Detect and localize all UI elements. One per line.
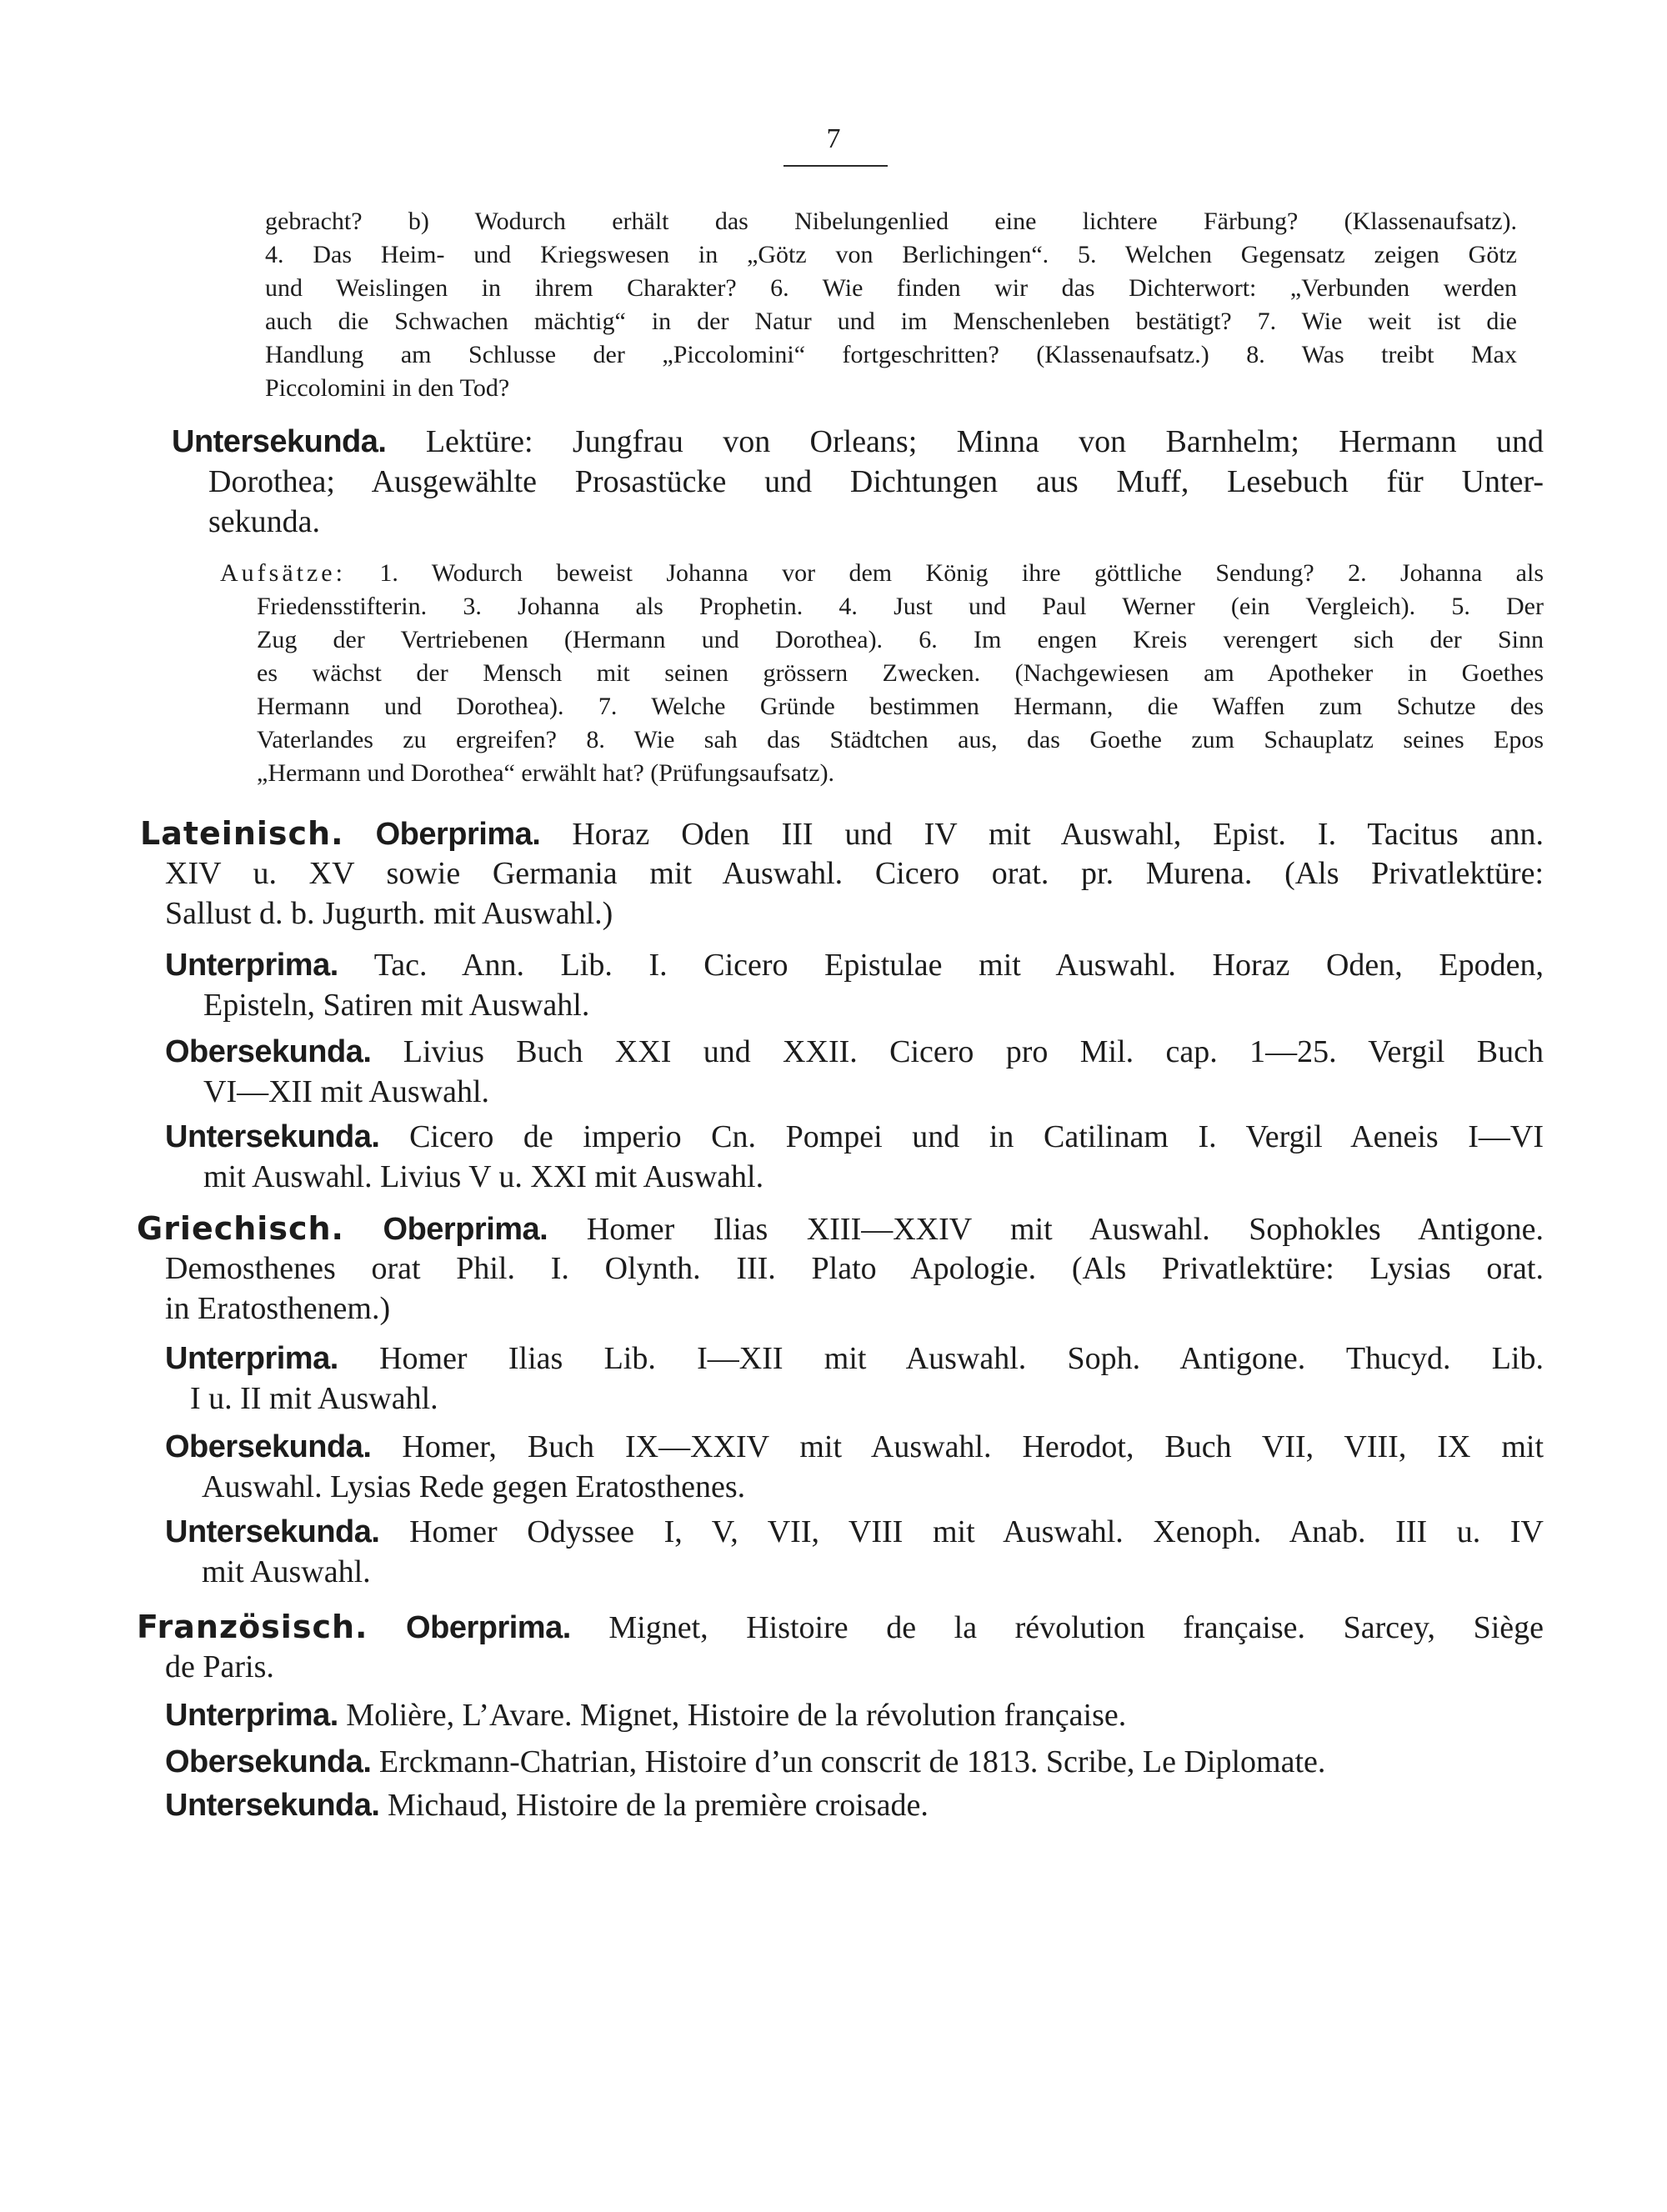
text-line: Vaterlandes zu ergreifen? 8. Wie sah das Städtchen aus, das Goethe zum Schauplatz seines Epos (257, 726, 1544, 753)
class-label-oberprima: Oberprima. (375, 817, 541, 852)
reading-list: Homer Ilias XIII—XXIV mit Auswahl. Sophokles Antigone. (586, 1212, 1544, 1247)
latein-untersekunda-entry (165, 1117, 1544, 1157)
subject-heading-lateinisch: Lateinisch. (140, 815, 344, 852)
text-line: Dorothea; Ausgewählte Prosastücke und Dichtungen aus Muff, Lesebuch für Unter- (208, 464, 1544, 499)
aufsaetze-paragraph (220, 557, 1544, 590)
class-label-oberprima: Oberprima. (383, 1212, 548, 1247)
text-line: Hermann und Dorothea). 7. Welche Gründe bestimmen Hermann, die Waffen zum Schutze des (257, 693, 1544, 720)
reading-list: Tac. Ann. Lib. I. Cicero Epistulae mit Auswahl. Horaz Oden, Epoden, (373, 948, 1544, 983)
class-label-untersekunda: Untersekunda. (165, 1119, 380, 1154)
class-label-untersekunda: Untersekunda. (165, 1514, 380, 1549)
latein-obersekunda-entry (165, 1032, 1544, 1072)
class-label-obersekunda: Obersekunda. (165, 1429, 372, 1464)
class-label-unterprima: Unterprima. (165, 1341, 338, 1376)
class-label-untersekunda: Untersekunda. (172, 424, 387, 459)
text-line: VI—XII mit Auswahl. (203, 1074, 490, 1109)
griechisch-obersekunda-continuation (202, 1467, 1544, 1507)
aufsaetze-continuation (257, 590, 1544, 790)
text-line: sekunda. (208, 504, 321, 539)
reading-list: Homer, Buch IX—XXIV mit Auswahl. Herodot, Buch VII, VIII, IX mit (402, 1429, 1544, 1464)
franzoesisch-oberprima-continuation (165, 1647, 1544, 1687)
intro-paragraph (265, 205, 1517, 405)
text-line: 4. Das Heim- und Kriegswesen in „Götz von Berlichingen“. 5. Welchen Gegensatz zeigen Götz (265, 241, 1517, 268)
text-line: in Eratosthenem.) (165, 1291, 391, 1326)
text-line: es wächst der Mensch mit seinen grössern Zwecken. (Nachgewiesen am Apotheker in Goethes (257, 659, 1544, 687)
reading-list: Cicero de imperio Cn. Pompei und in Catilinam I. Vergil Aeneis I—VI (409, 1119, 1544, 1154)
deutsch-untersekunda-entry (172, 422, 1544, 462)
text-line: Sallust d. b. Jugurth. mit Auswahl.) (165, 896, 613, 931)
deutsch-untersekunda-continuation (208, 462, 1544, 542)
text-line: gebracht? b) Wodurch erhält das Nibelungenlied eine lichtere Färbung? (Klassenaufsatz). (265, 208, 1517, 235)
class-label-obersekunda: Obersekunda. (165, 1034, 372, 1069)
griechisch-untersekunda-entry (165, 1512, 1544, 1552)
text-line: und Weislingen in ihrem Charakter? 6. Wie finden wir das Dichterwort: „Verbunden werden (265, 274, 1517, 302)
text-line: „Hermann und Dorothea“ erwählt hat? (Prüfungsaufsatz). (257, 759, 835, 787)
reading-list: Lektüre: Jungfrau von Orleans; Minna von Barnhelm; Hermann und (425, 424, 1544, 459)
text-line: 1. Wodurch beweist Johanna vor dem König ihre göttliche Sendung? 2. Johanna als (379, 559, 1544, 587)
text-line: Zug der Vertriebenen (Hermann und Dorothea). 6. Im engen Kreis verengert sich der Sinn (257, 626, 1544, 653)
text-line: XIV u. XV sowie Germania mit Auswahl. Cicero orat. pr. Murena. (Als Privatlektüre: (165, 856, 1544, 891)
griechisch-unterprima-entry (165, 1339, 1544, 1379)
franzoesisch-oberprima-entry (137, 1607, 1544, 1648)
reading-list: Homer Odyssee I, V, VII, VIII mit Auswahl. Xenoph. Anab. III u. IV (409, 1514, 1544, 1549)
class-label-obersekunda: Obersekunda. (165, 1744, 372, 1779)
reading-list: Homer Ilias Lib. I—XII mit Auswahl. Soph. Antigone. Thucyd. Lib. (379, 1341, 1544, 1376)
text-line: Piccolomini in den Tod? (265, 374, 510, 402)
griechisch-oberprima-entry (137, 1209, 1544, 1249)
latein-oberprima-entry (140, 813, 1544, 854)
latein-unterprima-continuation (203, 985, 1544, 1025)
latein-unterprima-entry (165, 945, 1544, 985)
latein-obersekunda-continuation (203, 1072, 1544, 1112)
griechisch-oberprima-continuation (165, 1249, 1544, 1329)
reading-list: Mignet, Histoire de la révolution française. Sarcey, Siège (608, 1610, 1544, 1645)
text-line: Demosthenes orat Phil. I. Olynth. III. Plato Apologie. (Als Privatlektüre: Lysias orat. (165, 1251, 1544, 1286)
class-label-unterprima: Unterprima. (165, 1698, 338, 1733)
page-number-rule (783, 165, 888, 167)
class-label-untersekunda: Untersekunda. (165, 1788, 380, 1823)
class-label-oberprima: Oberprima. (406, 1610, 571, 1645)
latein-untersekunda-continuation (203, 1157, 1544, 1197)
text-line: Friedensstifterin. 3. Johanna als Prophetin. 4. Just und Paul Werner (ein Vergleich). 5. Der (257, 593, 1544, 620)
text-line: mit Auswahl. Livius V u. XXI mit Auswahl. (203, 1159, 764, 1194)
text-line: mit Auswahl. (202, 1554, 371, 1589)
griechisch-unterprima-continuation (190, 1379, 1544, 1419)
text-line: Episteln, Satiren mit Auswahl. (203, 988, 590, 1023)
reading-list: Horaz Oden III und IV mit Auswahl, Epist. I. Tacitus ann. (572, 817, 1544, 852)
subject-heading-griechisch: Griechisch. (137, 1210, 344, 1247)
griechisch-obersekunda-entry (165, 1427, 1544, 1467)
text-line: Auswahl. Lysias Rede gegen Eratosthenes. (202, 1469, 746, 1504)
reading-list: Molière, L’Avare. Mignet, Histoire de la révolution française. (346, 1698, 1127, 1733)
franzoesisch-obersekunda-entry (165, 1742, 1544, 1782)
griechisch-untersekunda-continuation (202, 1552, 1544, 1592)
text-line: de Paris. (165, 1649, 274, 1684)
franzoesisch-untersekunda-entry (165, 1785, 1544, 1825)
reading-list: Livius Buch XXI und XXII. Cicero pro Mil. cap. 1—25. Vergil Buch (403, 1034, 1544, 1069)
reading-list: Erckmann-Chatrian, Histoire d’un conscrit de 1813. Scribe, Le Diplomate. (378, 1744, 1326, 1779)
franzoesisch-unterprima-entry (165, 1695, 1544, 1735)
page-number: 7 (826, 123, 841, 154)
text-line: I u. II mit Auswahl. (190, 1381, 438, 1416)
aufsaetze-label: Aufsätze: (220, 559, 346, 587)
latein-oberprima-continuation (165, 853, 1544, 933)
subject-heading-franzoesisch: Französisch. (137, 1609, 368, 1645)
text-line: Handlung am Schlusse der „Piccolomini“ fortgeschritten? (Klassenaufsatz.) 8. Was treibt Max (265, 341, 1517, 368)
reading-list: Michaud, Histoire de la première croisade. (387, 1788, 929, 1823)
text-line: auch die Schwachen mächtig“ in der Natur und im Menschenleben bestätigt? 7. Wie weit ist die (265, 308, 1517, 335)
class-label-unterprima: Unterprima. (165, 948, 338, 983)
